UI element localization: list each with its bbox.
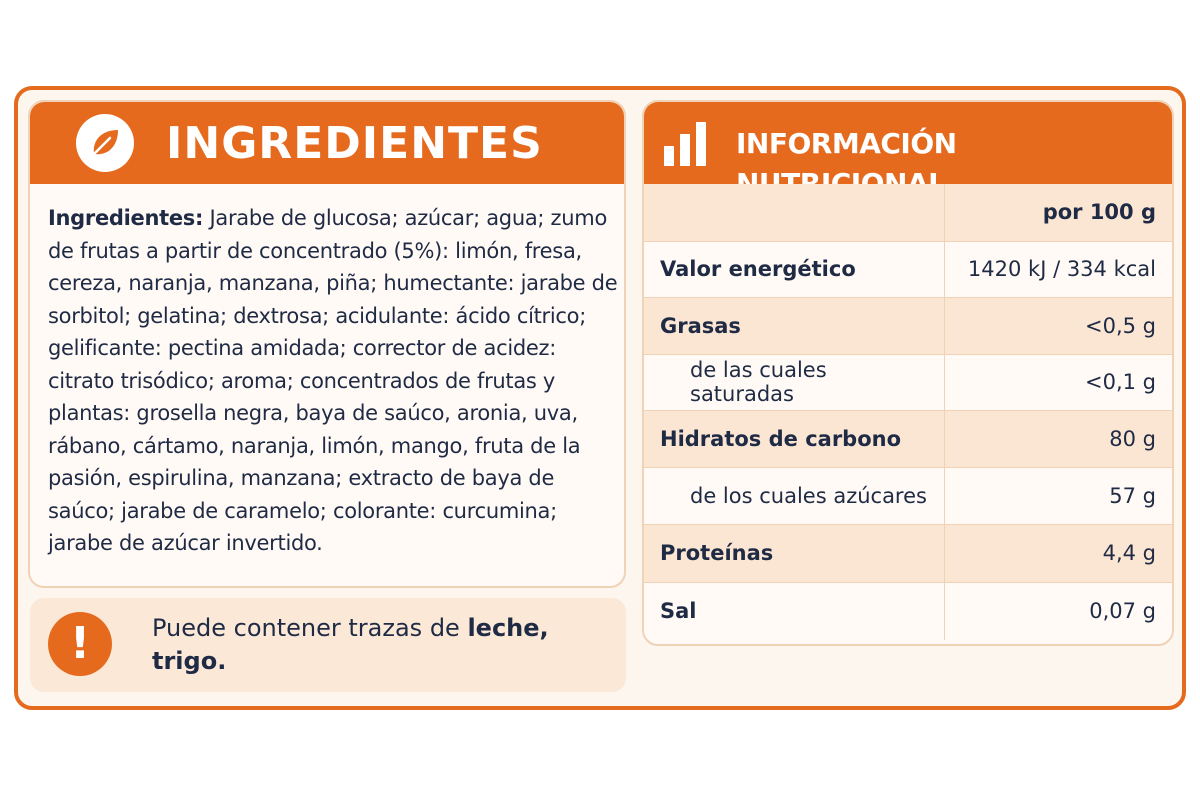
table-header-empty [644,184,944,241]
row-value: 0,07 g [944,582,1172,640]
row-value: <0,5 g [944,297,1172,354]
row-label: de los cuales azúcares [644,467,944,524]
ingredients-title: INGREDIENTES [166,118,543,169]
row-label: Hidratos de carbono [644,410,944,467]
ingredients-panel [28,100,626,588]
row-label: Grasas [644,297,944,354]
row-value: 80 g [944,410,1172,467]
table-row [644,354,1172,410]
row-label: Valor energético [644,241,944,297]
allergen-warning [30,598,626,692]
bar-chart-icon [662,120,710,168]
table-row [644,297,1172,354]
nutrition-header [644,102,1172,184]
nutrition-title: INFORMACIÓN [736,127,957,160]
ingredients-text [48,202,618,560]
table-row [644,410,1172,467]
row-value: <0,1 g [944,354,1172,410]
per-100g-header: por 100 g [944,184,1172,241]
allergen-prefix: Puede contener trazas de [152,614,468,642]
row-label: Proteínas [644,524,944,582]
table-row [644,467,1172,524]
row-value: 57 g [944,467,1172,524]
allergen-text [152,612,612,678]
leaf-icon [76,114,134,172]
table-row [644,241,1172,297]
allergen-list: leche, trigo. [152,614,549,675]
row-label: Sal [644,582,944,640]
nutrition-panel [642,100,1174,646]
table-header-row [644,184,1172,241]
row-value: 1420 kJ / 334 kcal [944,241,1172,297]
row-value: 4,4 g [944,524,1172,582]
table-row [644,524,1172,582]
ingredients-list: Jarabe de glucosa; azúcar; agua; zumo de frutas a partir de concentrado (5%): limón, fresa, cereza, naranja, manzana, piña; humectante: jarabe de sorbitol; gelatina; dextrosa; acidulante: ácido cítrico; gelificante: pectina amidada; corrector de acidez: citrato trisódico; aroma; concentrados de frutas y plantas: grosella negra, baya de saúco, aronia, uva, rábano, cártamo, naranja, limón, mango, fruta de la pasión, espirulina, manzana; extracto de baya de saúco; jarabe de caramelo; colorante: curcumina; jarabe de azúcar invertido. [48,206,618,555]
table-row [644,582,1172,640]
row-label: de las cuales saturadas [644,354,944,410]
nutrition-table [644,184,1172,640]
ingredients-label: Ingredientes: [48,206,204,230]
ingredients-header [30,102,624,184]
exclamation-icon: ! [48,612,112,676]
